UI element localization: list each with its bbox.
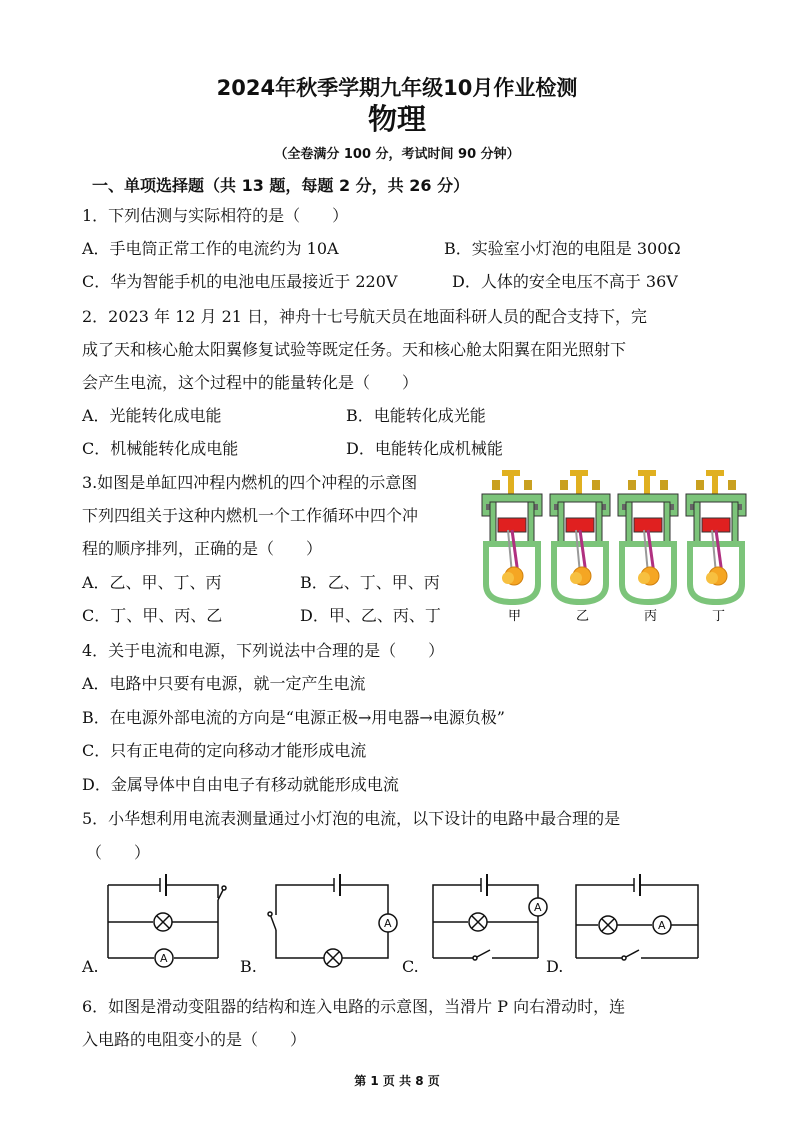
- circuit-d-meter: A: [658, 919, 666, 932]
- question-2-option-d: D．电能转化成机械能: [346, 439, 503, 458]
- circuit-c-meter: A: [534, 901, 542, 914]
- question-6-line-2: 入电路的电阻变小的是（ ）: [82, 1030, 307, 1049]
- circuit-a-meter: A: [160, 952, 168, 965]
- engine-bing: [618, 470, 678, 602]
- circuit-diagrams: [78, 870, 718, 980]
- question-1-option-d: D．人体的安全电压不高于 36V: [452, 272, 678, 291]
- question-4-stem: 4．关于电流和电源，下列说法中合理的是（ ）: [82, 641, 445, 660]
- question-2-line-1: 2．2023 年 12 月 21 日，神舟十七号航天员在地面科研人员的配合支持下，完: [82, 307, 648, 326]
- question-5-line-1: 5．小华想利用电流表测量通过小灯泡的电流，以下设计的电路中最合理的是: [82, 809, 621, 828]
- circuit-label-b: B.: [240, 957, 257, 976]
- question-2-line-3: 会产生电流，这个过程中的能量转化是（ ）: [82, 373, 419, 392]
- engine-label-bing: 丙: [644, 609, 658, 624]
- exam-note: （全卷满分 100 分，考试时间 90 分钟）: [274, 147, 520, 162]
- question-4-option-c: C．只有正电荷的定向移动才能形成电流: [82, 741, 367, 760]
- question-1-option-c: C．华为智能手机的电池电压最接近于 220V: [82, 272, 398, 291]
- question-3-option-a: A．乙、甲、丁、丙: [82, 573, 222, 592]
- exam-title: 2024年秋季学期九年级10月作业检测: [216, 76, 578, 100]
- question-4-option-d: D．金属导体中自由电子有移动就能形成电流: [82, 775, 399, 794]
- question-5-line-2: （ ）: [86, 843, 151, 862]
- circuit-label-d: D.: [546, 957, 564, 976]
- engine-ding: [686, 470, 746, 602]
- question-2-option-b: B．电能转化成光能: [346, 406, 486, 425]
- question-3-option-c: C．丁、甲、丙、乙: [82, 606, 223, 625]
- subject-title: 物理: [367, 102, 426, 136]
- circuit-label-c: C.: [402, 957, 419, 976]
- question-3-option-b: B．乙、丁、甲、丙: [300, 573, 440, 592]
- page-footer: 第 1 页 共 8 页: [354, 1074, 440, 1088]
- engine-label-yi: 乙: [576, 609, 590, 624]
- engine-strokes-figure: [478, 466, 758, 626]
- engine-yi: [550, 470, 610, 602]
- question-2-option-a: A．光能转化成电能: [82, 406, 222, 425]
- question-1-stem: 1．下列估测与实际相符的是（ ）: [82, 206, 349, 225]
- question-3-line-1: 3.如图是单缸四冲程内燃机的四个冲程的示意图: [82, 473, 418, 492]
- question-3-line-3: 程的顺序排列，正确的是（ ）: [82, 539, 323, 558]
- circuit-b: [268, 874, 397, 967]
- section-heading: 一、单项选择题（共 13 题，每题 2 分，共 26 分）: [92, 176, 470, 195]
- circuit-d: [576, 874, 698, 960]
- question-3-option-d: D．甲、乙、丙、丁: [300, 606, 441, 625]
- engine-jia: [482, 470, 542, 602]
- question-1-option-a: A．手电筒正常工作的电流约为 10A: [82, 239, 339, 258]
- question-2-line-2: 成了天和核心舱太阳翼修复试验等既定任务。天和核心舱太阳翼在阳光照射下: [82, 340, 627, 359]
- question-6-line-1: 6．如图是滑动变阻器的结构和连入电路的示意图，当滑片 P 向右滑动时，连: [82, 997, 626, 1016]
- question-4-option-a: A．电路中只要有电源，就一定产生电流: [82, 674, 366, 693]
- question-4-option-b: B．在电源外部电流的方向是“电源正极→用电器→电源负极”: [82, 708, 505, 727]
- circuit-c: [433, 874, 547, 960]
- circuit-b-meter: A: [384, 917, 392, 930]
- question-2-option-c: C．机械能转化成电能: [82, 439, 239, 458]
- circuit-label-a: A.: [82, 957, 99, 976]
- engine-label-jia: 甲: [508, 609, 522, 624]
- question-3-line-2: 下列四组关于这种内燃机一个工作循环中四个冲: [82, 506, 419, 525]
- question-1-option-b: B．实验室小灯泡的电阻是 300Ω: [444, 239, 681, 258]
- engine-label-ding: 丁: [712, 609, 726, 624]
